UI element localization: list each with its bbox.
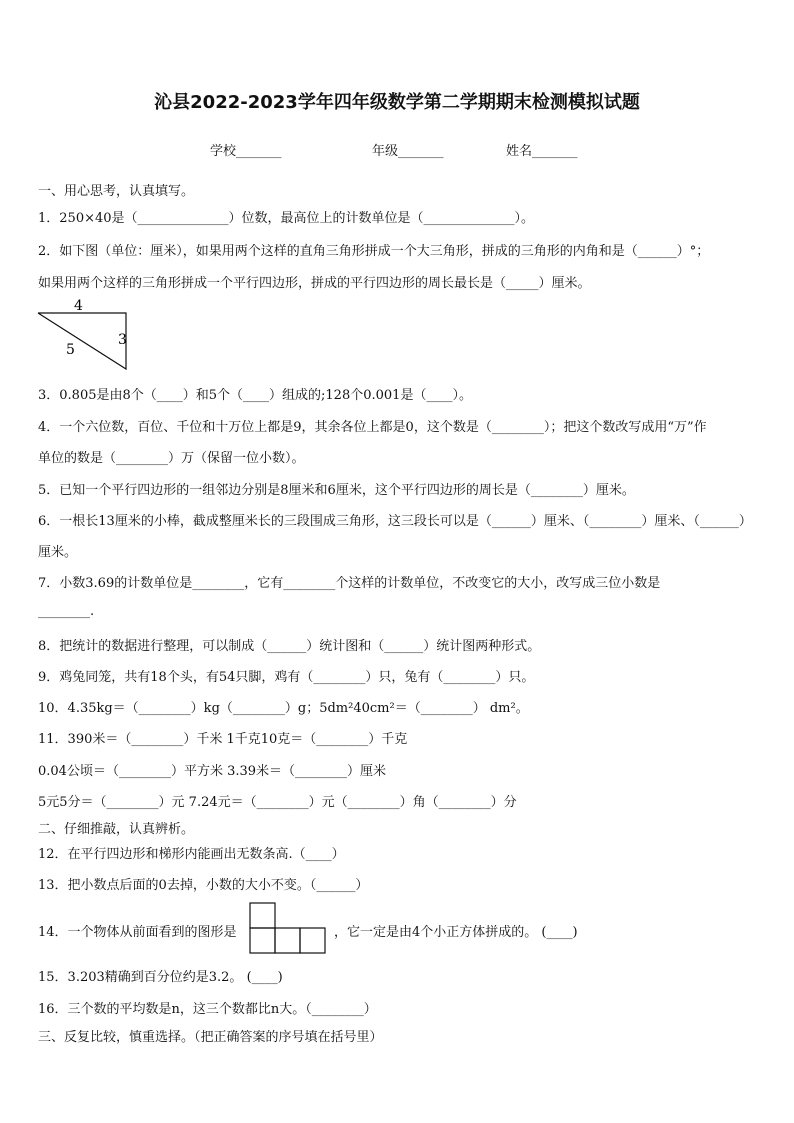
question-4-line-2: 单位的数是（________）万（保留一位小数）。 xyxy=(38,451,305,466)
question-6-line-1: 6．一根长13厘米的小棒，截成整厘米长的三段围成三角形，这三段长可以是（______）厘米、（________）厘米、（______） xyxy=(38,514,752,529)
section-3-heading: 三、反复比较，慎重选择。（把正确答案的序号填在括号里） xyxy=(38,1030,383,1045)
question-7-line-2: ________. xyxy=(38,604,95,619)
name-field: 姓名_______ xyxy=(506,144,578,159)
question-2-line-1: 2．如下图（单位：厘米），如果用两个这样的直角三角形拼成一个大三角形，拼成的三角形的内角和是（______）°； xyxy=(38,244,710,259)
page-title: 沁县2022-2023学年四年级数学第二学期期末检测模拟试题 xyxy=(154,92,640,113)
question-9: 9．鸡兔同笼，共有18个头，有54只脚，鸡有（________）只，兔有（________）只。 xyxy=(38,670,535,685)
triangle-label-right: 3 xyxy=(118,332,127,348)
question-12: 12．在平行四边形和梯形内能画出无数条高.（____） xyxy=(38,847,345,862)
question-11-line-2: 0.04公顷＝（________）平方米 3.39米＝（________）厘米 xyxy=(38,764,387,779)
right-triangle-figure xyxy=(34,297,134,375)
question-14-text-a: 14．一个物体从前面看到的图形是 xyxy=(38,925,237,940)
question-15: 15．3.203精确到百分位约是3.2。 (____) xyxy=(38,970,283,985)
section-2-heading: 二、仔细推敲，认真辨析。 xyxy=(38,822,195,837)
question-8: 8．把统计的数据进行整理，可以制成（______）统计图和（______）统计图两种形式。 xyxy=(38,639,541,654)
question-3: 3．0.805是由8个（____）和5个（____）组成的;128个0.001是（____）。 xyxy=(38,388,472,403)
question-10: 10．4.35kg＝（________）kg（________）g；5dm²40cm²＝（________） dm²。 xyxy=(38,701,529,716)
question-16: 16．三个数的平均数是n，这三个数都比n大。（________） xyxy=(38,1002,377,1017)
question-13: 13．把小数点后面的0去掉，小数的大小不变。（______） xyxy=(38,878,369,893)
question-2-line-2: 如果用两个这样的三角形拼成一个平行四边形，拼成的平行四边形的周长最长是（_____）厘米。 xyxy=(38,276,591,291)
question-1: 1．250×40是（______________）位数，最高位上的计数单位是（______________）。 xyxy=(38,211,535,226)
question-6-line-2: 厘米。 xyxy=(38,545,78,560)
section-1-heading: 一、用心思考，认真填写。 xyxy=(38,184,195,199)
question-4-line-1: 4．一个六位数，百位、千位和十万位上都是9，其余各位上都是0，这个数是（________）；把这个数改写成用“万”作 xyxy=(38,420,707,435)
question-11-line-1: 11．390米＝（________）千米 1千克10克＝（________）千克 xyxy=(38,732,408,747)
question-5: 5．已知一个平行四边形的一组邻边分别是8厘米和6厘米，这个平行四边形的周长是（________）厘米。 xyxy=(38,483,635,498)
question-14-text-b: ，它一定是由4个小正方体拼成的。 (____) xyxy=(334,925,578,940)
grade-field: 年级_______ xyxy=(372,144,444,159)
school-field: 学校_______ xyxy=(210,144,282,159)
question-11-line-3: 5元5分＝（________）元 7.24元＝（________）元（________）角（________）分 xyxy=(38,795,517,810)
triangle-label-top: 4 xyxy=(74,298,83,314)
question-7-line-1: 7．小数3.69的计数单位是________，它有________个这样的计数单位，不改变它的大小，改写成三位小数是 xyxy=(38,576,661,591)
front-view-figure xyxy=(249,902,329,956)
triangle-label-hypotenuse: 5 xyxy=(66,342,75,358)
